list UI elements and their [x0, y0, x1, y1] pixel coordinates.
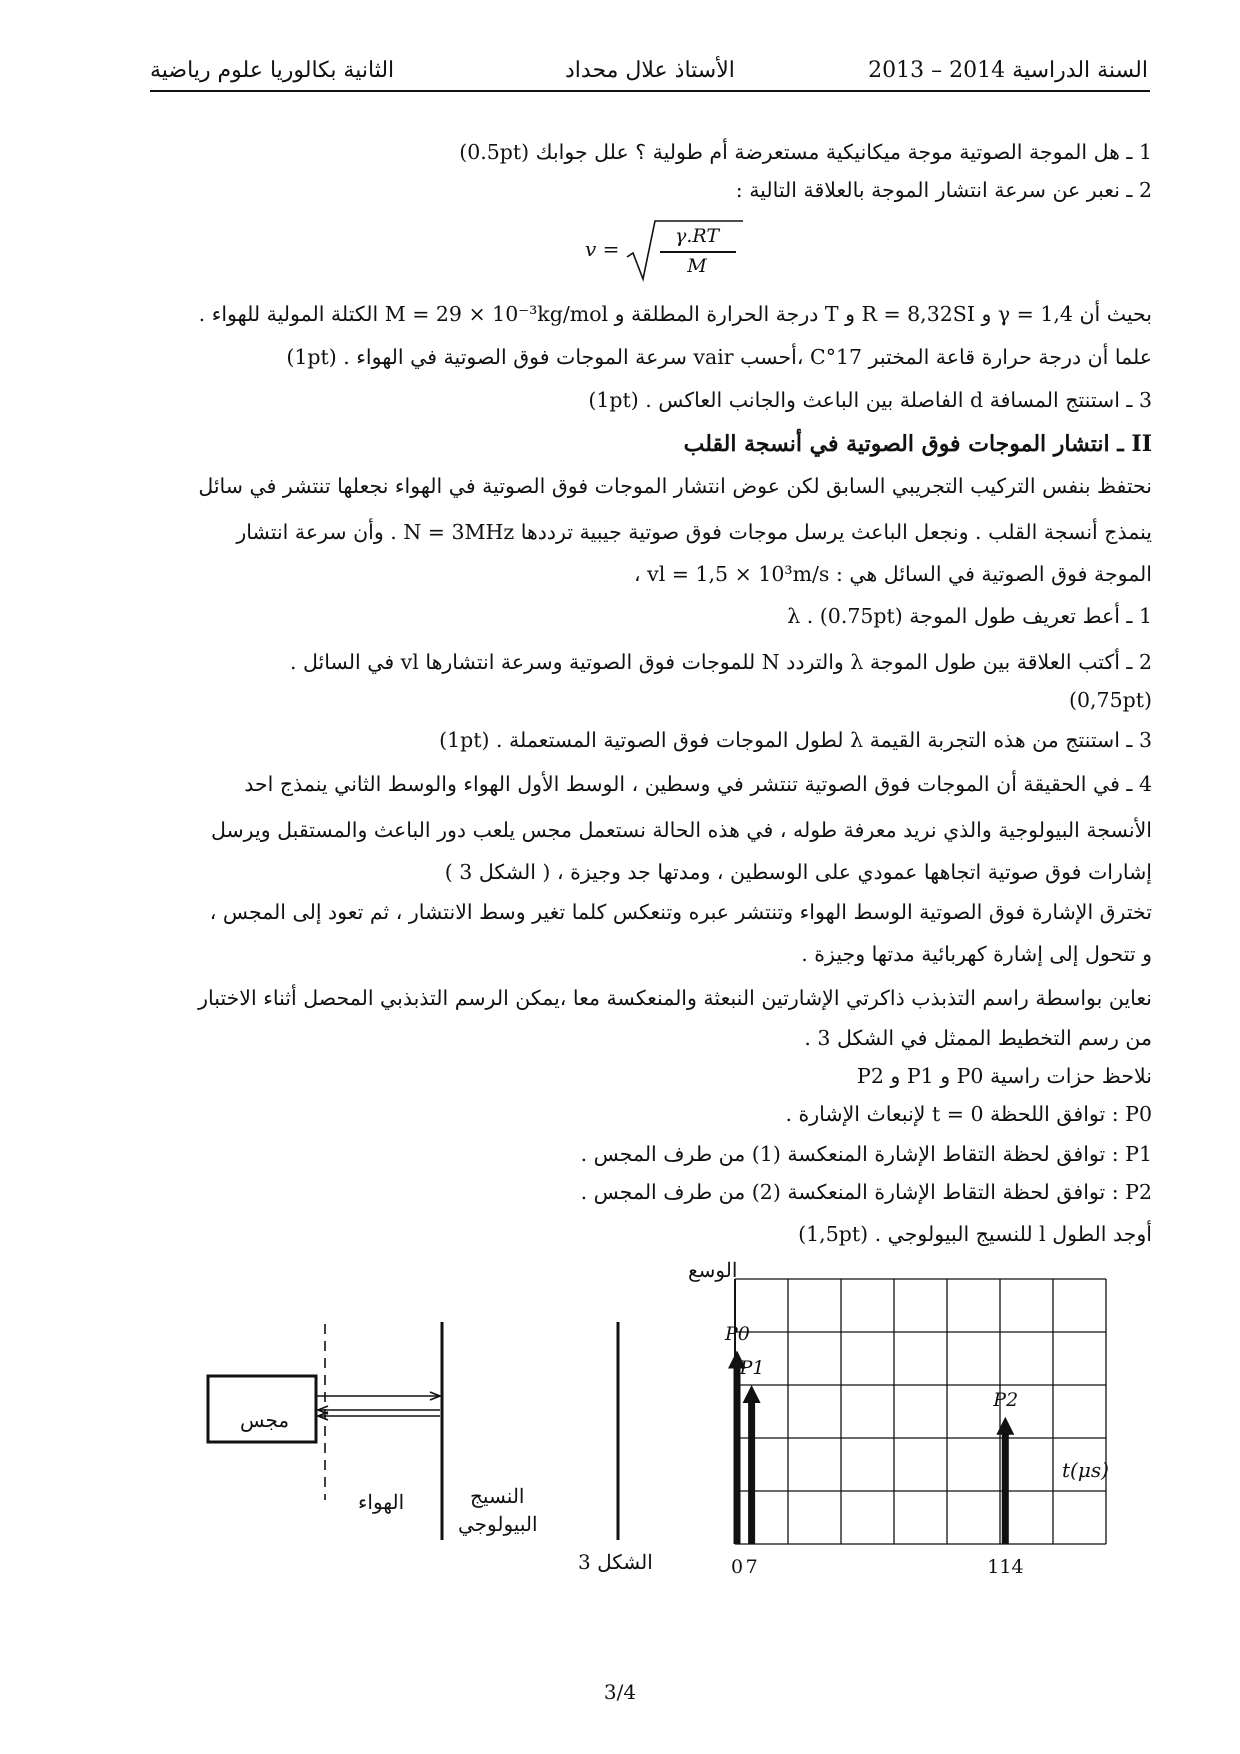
question-3: 3 ـ استنتج المسافة d الفاصلة بين الباعث والجانب العاكس . (1pt) — [588, 388, 1152, 412]
part-2-para-1: نحتفظ بنفس التركيب التجريبي السابق لكن عوض انتشار الموجات فوق الصوتية في الهواء نجعلها تنتشر في سائل — [198, 474, 1152, 498]
emitted-wave-arrow — [316, 1392, 440, 1400]
probe-label: مجس — [240, 1408, 290, 1432]
tick-label-7: 7 — [745, 1556, 758, 1578]
tissue-label-1: النسيج — [470, 1484, 525, 1508]
formula-denominator: M — [687, 255, 707, 277]
pulse-label-p1: P1 — [739, 1357, 765, 1379]
sub-question-4-e: و تتحول إلى إشارة كهربائية مدتها وجيزة . — [801, 942, 1152, 966]
find-length-question: أوجد الطول l للنسيج البيولوجي . (1,5pt) — [798, 1222, 1152, 1246]
oscilloscope-chart — [690, 1255, 1140, 1550]
sub-question-4-b: الأنسجة البيولوجية والذي نريد معرفة طوله ، في هذه الحالة نستعمل مجس يلعب دور الباعث والمستقبل ويرسل — [210, 818, 1152, 842]
pulse-marks — [728, 1351, 1014, 1544]
oscilloscope-grid — [735, 1279, 1106, 1544]
setup-diagram — [190, 1320, 650, 1560]
reflected-wave-arrow — [318, 1406, 440, 1414]
p2-definition: P2 : توافق لحظة التقاط الإشارة المنعكسة (2) من طرف المجس . — [580, 1180, 1152, 1204]
formula-numerator: γ.RT — [674, 225, 720, 247]
part-2-title: II ـ انتشار الموجات فوق الصوتية في أنسجة القلب — [683, 431, 1152, 457]
sub-question-4-c: إشارات فوق صوتية اتجاهها عمودي على الوسطين ، ومدتها جد وجيزة ، ( الشكل 3 ) — [444, 860, 1152, 884]
velocity-formula — [585, 215, 745, 285]
x-axis-label: t(μs) — [1062, 1458, 1109, 1482]
pulse-arrowhead-p2 — [996, 1417, 1014, 1435]
fraction-bar — [660, 251, 736, 253]
part-2-para-3: الموجة فوق الصوتية في السائل هي : vl = 1,5 × 10³m/s ، — [633, 562, 1152, 586]
pulse-label-p2: P2 — [993, 1388, 1019, 1411]
temperature-line: علما أن درجة حرارة قاعة المختبر 17°C ،أحسب vair سرعة الموجات فوق الصوتية في الهواء . (1pt) — [286, 345, 1152, 369]
question-2: 2 ـ نعبر عن سرعة انتشار الموجة بالعلاقة التالية : — [735, 178, 1152, 202]
figure-caption: الشكل 3 — [578, 1550, 653, 1574]
sub-question-4-a: 4 ـ في الحقيقة أن الموجات فوق الصوتية تنتشر في وسطين ، الوسط الأول الهواء والوسط الثاني ينمذج احد — [244, 772, 1152, 796]
sub-question-4-d: تخترق الإشارة فوق الصوتية الوسط الهواء وتنتشر عبره وتنعكس كلما تغير وسط الانتشار ، ثم تعود إلى المجس ، — [209, 900, 1152, 924]
sub-question-2-points: (0,75pt) — [1068, 688, 1152, 712]
header-teacher: الأستاذ علال محداد — [565, 58, 735, 83]
sub-question-1: 1 ـ أعط تعريف طول الموجة λ . (0.75pt) — [787, 604, 1152, 628]
sub-question-4-g: من رسم التخطيط الممثل في الشكل 3 . — [804, 1026, 1152, 1050]
where-line: بحيث أن γ = 1,4 و R = 8,32SI و T درجة الحرارة المطلقة و M = 29 × 10⁻³kg/mol الكتلة المولية للهواء . — [198, 302, 1152, 326]
sub-question-4-f: نعاين بواسطة راسم التذبذب ذاكرتي الإشارتين النبعثة والمنعكسة معا ،يمكن الرسم التذبذبي المحصل أثناء الاختبار — [198, 986, 1152, 1010]
tissue-label-2: البيولوجي — [458, 1512, 538, 1536]
part-2-para-2: ينمذج أنسجة القلب . ونجعل الباعث يرسل موجات فوق صوتية جيبية ترددها N = 3MHz . وأن سرعة انتشار — [236, 520, 1152, 544]
sub-question-4-h: نلاحظ حزات راسية P0 و P1 و P2 — [857, 1064, 1152, 1088]
formula-lhs: v = — [585, 237, 620, 261]
y-axis-label: الوسع — [688, 1258, 738, 1282]
pulse-label-p0: P0 — [725, 1322, 750, 1345]
header-rule — [150, 90, 1150, 92]
reflected-wave-arrow-2 — [318, 1412, 440, 1420]
sub-question-2: 2 ـ أكتب العلاقة بين طول الموجة λ والتردد N للموجات فوق الصوتية وسرعة انتشارها vl في السائل . — [290, 650, 1152, 674]
air-label: الهواء — [358, 1490, 405, 1514]
sub-question-3: 3 ـ استنتج من هذه التجربة القيمة λ لطول الموجات فوق الصوتية المستعملة . (1pt) — [439, 728, 1152, 752]
tick-label-114: 114 — [987, 1556, 1024, 1578]
header-year: السنة الدراسية 2014 – 2013 — [868, 58, 1148, 83]
tick-label-0: 0 — [731, 1556, 744, 1578]
header-level: الثانية بكالوريا علوم رياضية — [150, 58, 395, 83]
pulse-arrowhead-p1 — [743, 1385, 761, 1403]
p0-definition: P0 : توافق اللحظة t = 0 لإنبعاث الإشارة . — [785, 1102, 1152, 1126]
page-number: 3/4 — [603, 1680, 637, 1704]
question-1: 1 ـ هل الموجة الصوتية موجة ميكانيكية مستعرضة أم طولية ؟ علل جوابك (0.5pt) — [459, 140, 1152, 164]
p1-definition: P1 : توافق لحظة التقاط الإشارة المنعكسة (1) من طرف المجس . — [580, 1142, 1152, 1166]
